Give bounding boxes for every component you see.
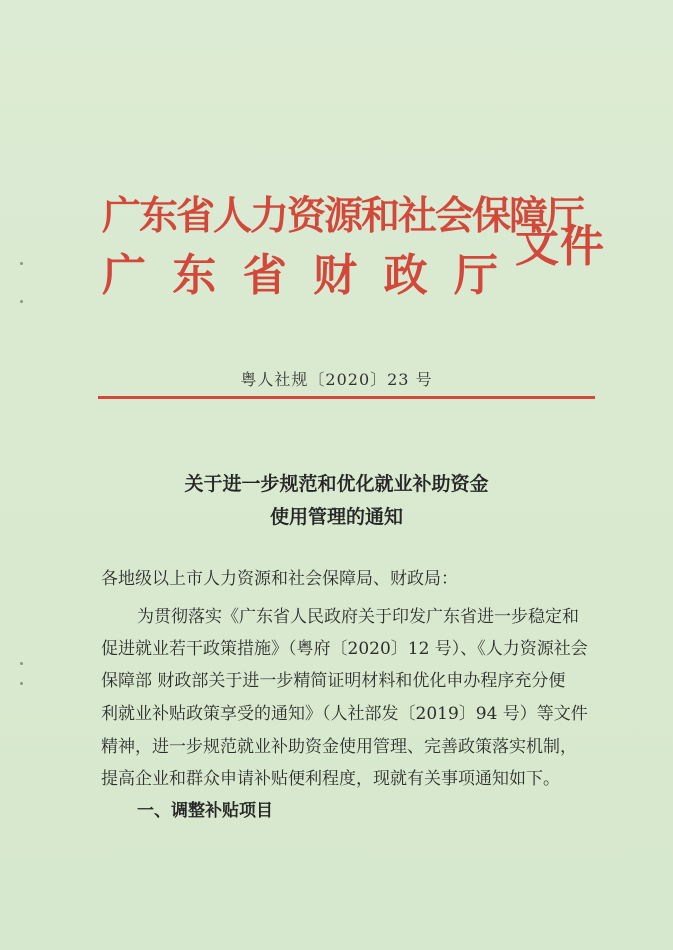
document-type-label: 文件 — [515, 221, 605, 272]
binding-hole-mark — [20, 662, 23, 665]
issuer-finance-dept — [102, 249, 498, 303]
issuer-char: 东 — [172, 250, 217, 301]
red-separator-line — [98, 396, 595, 399]
body-paragraph-line: 保障部 财政部关于进一步精简证明材料和优化申办程序充分便 — [101, 671, 566, 691]
title-line-2: 使用管理的通知 — [269, 506, 403, 528]
body-paragraph-line: 为贯彻落实《广东省人民政府关于印发广东省进一步稳定和 — [137, 607, 579, 627]
body-paragraph-line: 促进就业若干政策措施》（粤府〔2020〕12 号）、《人力资源社会 — [101, 639, 588, 659]
document-title — [0, 468, 673, 534]
issuer-char: 厅 — [453, 250, 498, 301]
binding-hole-mark — [20, 300, 23, 303]
body-paragraph-line: 提高企业和群众申请补贴便利程度，现就有关事项通知如下。 — [101, 769, 560, 789]
section-heading: 一、调整补贴项目 — [137, 801, 273, 821]
issuer-char: 省 — [242, 250, 287, 301]
issuer-char: 政 — [383, 250, 428, 301]
issuer-char: 财 — [313, 250, 358, 301]
addressee: 各地级以上市人力资源和社会保障局、财政局： — [101, 569, 458, 589]
title-line-1: 关于进一步规范和优化就业补助资金 — [184, 473, 489, 495]
issuer-hrss-dept: 广东省人力资源和社会保障厅 — [102, 193, 584, 239]
document-number: 粤人社规〔2020〕23 号 — [240, 370, 433, 389]
body-paragraph-line: 利就业补贴政策享受的通知》（人社部发〔2019〕94 号）等文件 — [101, 704, 588, 724]
issuer-char: 广 — [102, 250, 146, 301]
binding-hole-mark — [20, 682, 23, 685]
binding-hole-mark — [20, 262, 23, 265]
body-paragraph-line: 精神，进一步规范就业补助资金使用管理、完善政策落实机制， — [101, 737, 577, 757]
